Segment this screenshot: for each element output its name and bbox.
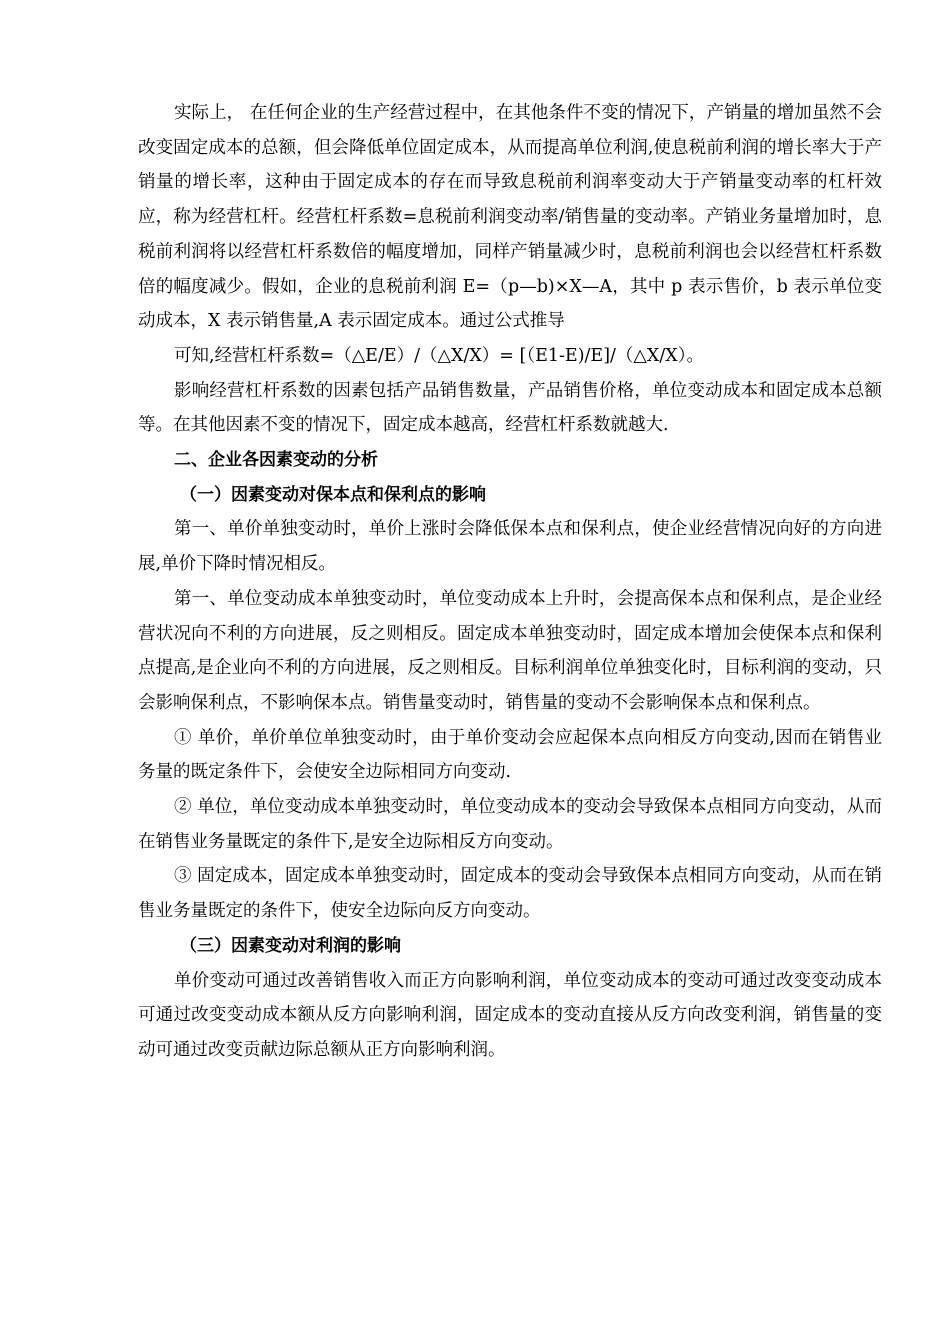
paragraph-profit-impact: 单价变动可通过改善销售收入而正方向影响利润，单位变动成本的变动可通过改变变动成本可通过改变变动成本额从反方向影响利润，固定成本的变动直接从反方向改变利润，销售量的变动可通过改变贡献边际总额从正方向影响利润。 (138, 970, 882, 1060)
subsection-heading-breakeven: （一）因素变动对保本点和保利点的影响 (180, 484, 486, 505)
paragraph-leverage-factors: 影响经营杠杆系数的因素包括产品销售数量，产品销售价格，单位变动成本和固定成本总额等。在其他因素不变的情况下，固定成本越高，经营杠杆系数就越大. (138, 380, 882, 436)
document-page (138, 96, 882, 1068)
subsection-heading-profit: （三）因素变动对利润的影响 (180, 935, 401, 956)
paragraph-item-fixed-cost: ③ 固定成本，固定成本单独变动时，固定成本的变动会导致保本点相同方向变动，从而在销售业务量既定的条件下，使安全边际向反方向变动。 (138, 866, 882, 922)
paragraph-item-unit-cost: ② 单位，单位变动成本单独变动时，单位变动成本的变动会导致保本点相同方向变动，从而在销售业务量既定的条件下,是安全边际相反方向变动。 (138, 797, 882, 852)
paragraph-operating-leverage: 实际上， 在任何企业的生产经营过程中，在其他条件不变的情况下，产销量的增加虽然不会改变固定成本的总额，但会降低单位固定成本，从而提高单位利润,使息税前利润的增长率大于产销量的增长率，这种由于固定成本的存在而导致息税前利润率变动大于产销量变动率的杠杆效应，称为经营杠杆。经营杠杆系数=息税前利润变动率/销售量的变动率。产销业务量增加时，息税前利润将以经营杠杆系数倍的幅度增加，同样产销量减少时，息税前利润也会以经营杠杆系数倍的幅度减少。假如，企业的息税前利润 E=（p—b)×X—A，其中 p 表示售价，b 表示单位变动成本，X 表示销售量,A 表示固定成本。通过公式推导 (138, 103, 882, 332)
paragraph-variable-cost-change: 第一、单位变动成本单独变动时，单位变动成本上升时，会提高保本点和保利点，是企业经营状况向不利的方向进展，反之则相反。固定成本单独变动时，固定成本增加会使保本点和保利点提高,是企业向不利的方向进展，反之则相反。目标利润单位单独变化时，目标利润的变动，只会影响保利点，不影响保本点。销售量变动时，销售量的变动不会影响保本点和保利点。 (138, 588, 882, 713)
section-heading-factor-analysis: 二、企业各因素变动的分析 (174, 450, 378, 471)
paragraph-item-unit-price: ① 单价，单价单位单独变动时，由于单价变动会应起保本点向相反方向变动,因而在销售业务量的既定条件下，会使安全边际相同方向变动. (138, 727, 882, 783)
paragraph-unit-price-change: 第一、单价单独变动时，单价上涨时会降低保本点和保利点，使企业经营情况向好的方向进展,单价下降时情况相反。 (138, 519, 882, 575)
paragraph-leverage-formula: 可知,经营杠杆系数=（△E/E）/（△X/X）= [（E1-E)/E]/（△X/X）。 (174, 345, 704, 366)
